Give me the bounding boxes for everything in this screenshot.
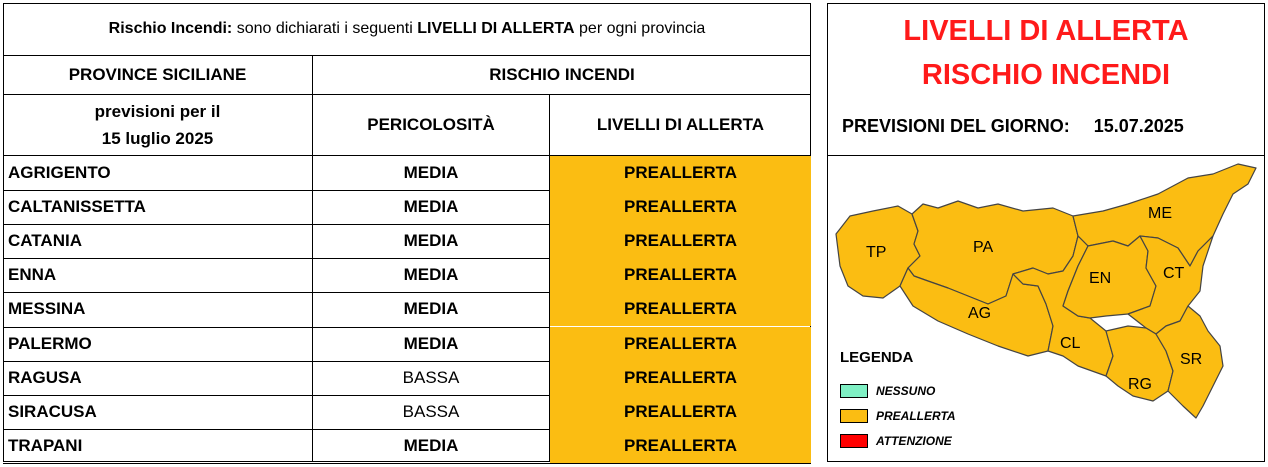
pericolosita-value: MEDIA	[403, 299, 459, 319]
legend-swatch	[840, 409, 868, 423]
alert-level-value: PREALLERTA	[550, 327, 811, 361]
panel-title-line2: RISCHIO INCENDI	[921, 59, 1171, 91]
forecast-date: 15.07.2025	[1093, 116, 1184, 136]
province-name: TRAPANI	[8, 435, 83, 455]
alert-level-value: PREALLERTA	[550, 292, 811, 326]
header-pericolosita: PERICOLOSITÀ	[367, 115, 495, 134]
pericolosita-value: BASSA	[402, 367, 460, 387]
pericolosita-value: BASSA	[402, 401, 460, 421]
row-divider	[3, 463, 811, 464]
forecast-line1: previsioni per il	[94, 102, 221, 121]
sicily-map-area	[828, 155, 1264, 462]
province-name: CATANIA	[8, 231, 82, 251]
legend-title: LEGENDA	[840, 349, 914, 366]
header-rischio: RISCHIO INCENDI	[489, 65, 635, 84]
legend-label: PREALLERTA	[876, 409, 956, 423]
legend-label: NESSUNO	[876, 384, 936, 398]
legend-item-attenzione	[840, 434, 952, 448]
label-ag: AG	[968, 305, 992, 322]
alert-level-value: PREALLERTA	[550, 429, 811, 463]
header-forecast	[3, 95, 312, 155]
alert-table	[3, 3, 811, 462]
province-name: ENNA	[8, 265, 57, 285]
label-en: EN	[1089, 270, 1112, 287]
alert-level-value: PREALLERTA	[550, 156, 811, 190]
pericolosita-value: MEDIA	[403, 231, 459, 251]
alert-level-value: PREALLERTA	[550, 258, 811, 292]
province-name: PALERMO	[8, 333, 92, 353]
intro-text-end: per ogni provincia	[574, 20, 706, 37]
province-name: AGRIGENTO	[8, 163, 111, 183]
table-intro	[3, 3, 811, 55]
header-livelli: LIVELLI DI ALLERTA	[596, 115, 765, 134]
label-pa: PA	[973, 239, 994, 256]
pericolosita-value: MEDIA	[403, 265, 459, 285]
alert-level-value: PREALLERTA	[550, 190, 811, 224]
legend-swatch	[840, 384, 868, 398]
pericolosita-value: MEDIA	[403, 197, 459, 217]
forecast-line2: 15 luglio 2025	[101, 129, 214, 148]
label-sr: SR	[1180, 351, 1203, 368]
legend-item-preallerta	[840, 409, 956, 423]
legend-swatch	[840, 434, 868, 448]
province-name: SIRACUSA	[8, 401, 97, 421]
alert-level-value: PREALLERTA	[550, 361, 811, 395]
label-rg: RG	[1128, 376, 1152, 393]
alert-level-value: PREALLERTA	[550, 395, 811, 429]
intro-bold: Rischio Incendi:	[108, 20, 233, 37]
forecast-label: PREVISIONI DEL GIORNO:	[842, 116, 1070, 136]
legend-item-nessuno	[840, 384, 935, 398]
label-ct: CT	[1163, 265, 1185, 282]
pericolosita-value: MEDIA	[403, 435, 459, 455]
alert-level-value: PREALLERTA	[550, 224, 811, 258]
label-me: ME	[1148, 205, 1172, 222]
panel-forecast	[842, 116, 1184, 137]
intro-text: sono dichiarati i seguenti	[232, 20, 418, 37]
alert-panel	[827, 3, 1265, 462]
legend-label: ATTENZIONE	[876, 434, 952, 448]
province-name: RAGUSA	[8, 367, 82, 387]
pericolosita-value: MEDIA	[403, 163, 459, 183]
header-province: PROVINCE SICILIANE	[68, 65, 247, 84]
province-name: MESSINA	[8, 299, 86, 319]
intro-bold-levels: LIVELLI DI ALLERTA	[417, 20, 575, 37]
label-tp: TP	[866, 244, 887, 261]
pericolosita-value: MEDIA	[403, 333, 459, 353]
label-cl: CL	[1060, 335, 1081, 352]
province-name: CALTANISSETTA	[8, 197, 146, 217]
panel-title-line1: LIVELLI DI ALLERTA	[903, 15, 1189, 47]
